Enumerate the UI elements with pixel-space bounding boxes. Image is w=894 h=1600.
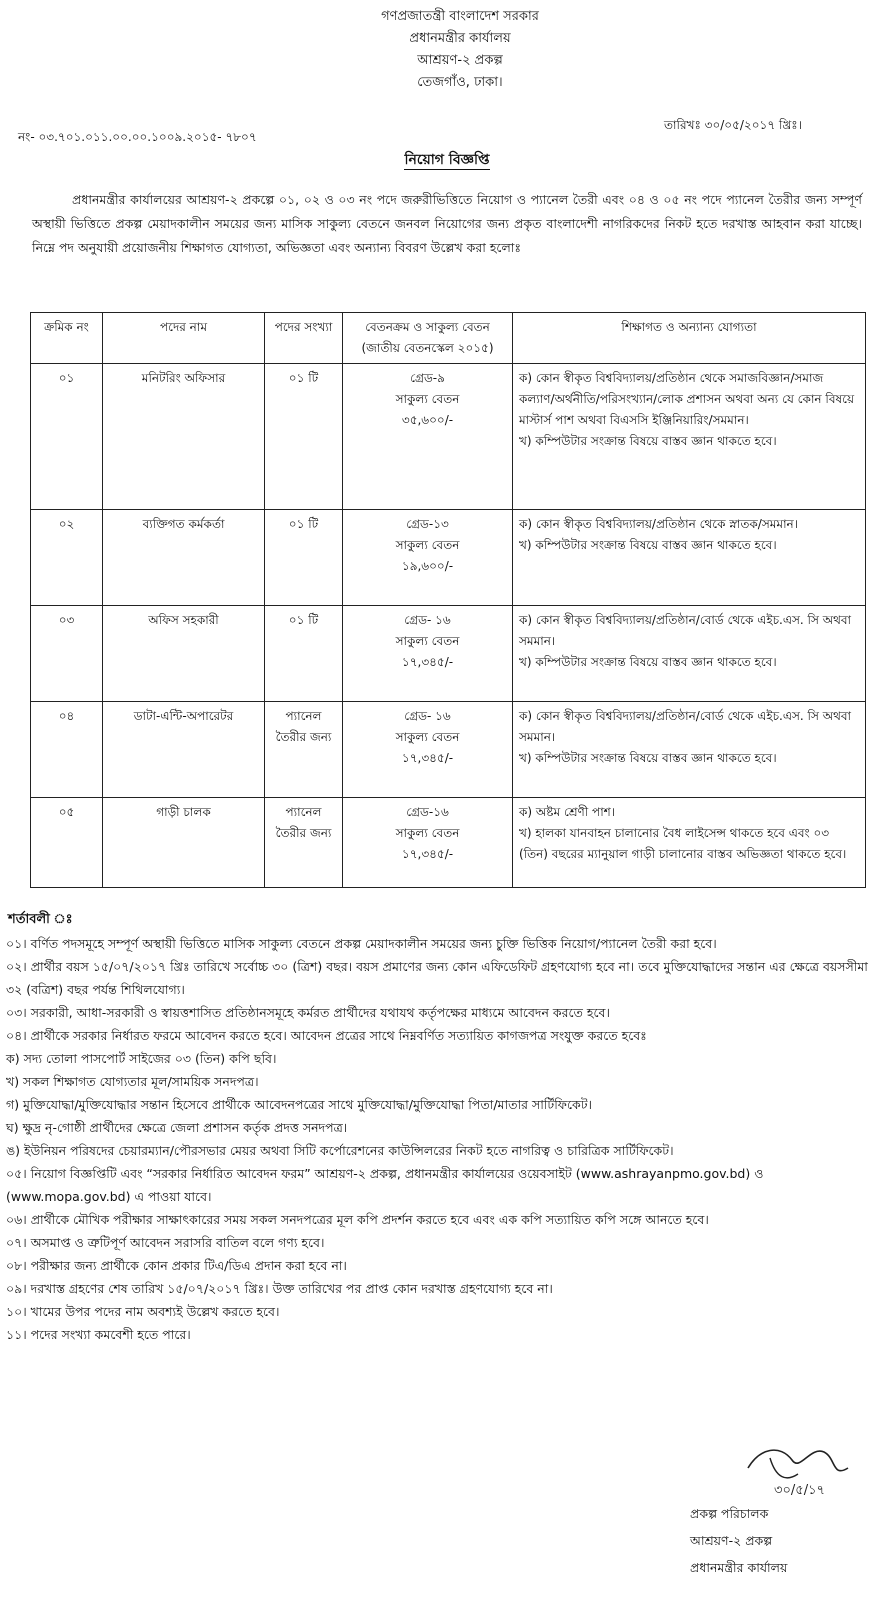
notice-title-wrap — [0, 150, 894, 172]
memo-number: নং- ০৩.৭০১.০১১.০০.০০.১০০৯.২০১৫- ৭৮০৭ — [18, 130, 257, 144]
pay-cell — [343, 364, 513, 510]
term-subitem: গ) মুক্তিযোদ্ধা/মুক্তিযোদ্ধার সন্তান হিসেবে প্রার্থীকে আবেদনপত্রের সাথে মুক্তিযোদ্ধা/মুক্তিযোদ্ধা পিতা/মাতার সার্টিফিকেট। — [6, 1097, 592, 1112]
term-item: ০১। বর্ণিত পদসমূহে সম্পূর্ণ অস্থায়ী ভিত্তিতে মাসিক সাকুল্য বেতনে প্রকল্প মেয়াদকালীন সময়ের জন্য চুক্তি ভিত্তিক নিয়োগ/প্যানেল তৈরী করা হবে। — [6, 936, 717, 951]
notice-title: নিয়োগ বিজ্ঞপ্তি — [404, 152, 490, 168]
project-name: আশ্রয়ণ-২ প্রকল্প — [417, 53, 503, 68]
term-item: ১১। পদের সংখ্যা কমবেশী হতে পারে। — [6, 1327, 191, 1342]
intro-text: প্রধানমন্ত্রীর কার্যালয়ের আশ্রয়ণ-২ প্রকল্পে ০১, ০২ ও ০৩ নং পদে জরুরীভিত্তিতে নিয়োগ ও প্যানেল তৈরী এবং ০৪ ও ০৫ নং পদে প্যানেল তৈরীর জন্য সম্পূর্ণ অস্থায়ী ভিত্তিতে প্রকল্প মেয়াদকালীন সময়ের জন্য মাসিক সাকুল্য বেতনে জনবল নিয়োগের জন্য প্রকৃত বাংলাদেশী নাগরিকদের নিকট হতে দরখাস্ত আহবান করা যাচ্ছে। নিম্নে পদ অনুযায়ী প্রয়োজনীয় শিক্ষাগত যোগ্যতা, অভিজ্ঞতা এবং অন্যান্য বিবরণ উল্লেখ করা হলোঃ — [32, 192, 862, 255]
signature-date: ৩০/৫/১৭ — [774, 1483, 825, 1498]
term-item: ০৪। প্রার্থীকে সরকার নির্ধারত ফরমে আবেদন করতে হবে। আবেদন প্রত্রের সাথে নিম্নবর্ণিত সত্যায়িত কাগজপত্র সংযুক্ত করতে হবেঃ — [6, 1028, 647, 1043]
terms-heading: শর্তাবলী ঃ — [8, 912, 73, 927]
term-item: ০৯। দরখাস্ত গ্রহণের শেষ তারিখ ১৫/০৭/২০১৭ খ্রিঃ। উক্ত তারিখের পর প্রাপ্ত কোন দরখাস্ত গ্রহণযোগ্য হবে না। — [6, 1281, 553, 1296]
grade: গ্রেড- ১৬ — [404, 709, 451, 723]
table-row — [31, 510, 866, 606]
office-name: প্রধানমন্ত্রীর কার্যালয় — [409, 31, 511, 46]
serial-cell: ০২ — [31, 510, 103, 606]
header-pay-scale: বেতনক্রম ও সাকুল্য বেতন (জাতীয় বেতনস্কেল ২০১৫) — [343, 313, 513, 364]
salary: ১৭,৩৪৫/- — [401, 751, 454, 765]
post-cell: ডাটা-এন্টি-অপারেটর — [103, 702, 265, 798]
count-cell: ০১ টি — [265, 510, 343, 606]
term-item: ০৮। পরীক্ষার জন্য প্রার্থীকে কোন প্রকার টিএ/ডিএ প্রদান করা হবে না। — [6, 1258, 347, 1273]
salary-label: সাকুল্য বেতন — [395, 392, 460, 406]
qualification-a: ক) অষ্টম শ্রেণী পাশ। — [519, 805, 616, 819]
pay-cell — [343, 798, 513, 888]
pay-cell — [343, 702, 513, 798]
post-cell: গাড়ী চালক — [103, 798, 265, 888]
qualification-b: খ) কম্পিউটার সংক্রান্ত বিষয়ে বাস্তব জ্ঞান থাকতে হবে। — [519, 538, 777, 552]
serial-cell: ০৩ — [31, 606, 103, 702]
qualification-b: খ) হালকা যানবাহন চালানোর বৈধ লাইসেন্স থাকতে হবে এবং ০৩ (তিন) বছরের ম্যানুয়াল গাড়ী চালানোর বাস্তব অভিজ্ঞতা থাকতে হবে। — [519, 826, 847, 861]
posts-table — [30, 312, 866, 888]
term-item: ০২। প্রার্থীর বয়স ১৫/০৭/২০১৭ খ্রিঃ তারিখে সর্বোচ্চ ৩০ (ত্রিশ) বছর। বয়স প্রমাণের জন্য কোন এফিডেফিট গ্রহণযোগ্য হবে না। তবে মুক্তিযোদ্ধাদের সন্তান এর ক্ষেত্রে বয়সসীমা ৩২ (বত্রিশ) বছর পর্যন্ত শিথিলযোগ্য। — [6, 959, 868, 997]
pay-cell — [343, 606, 513, 702]
salary: ১৯,৬০০/- — [401, 559, 454, 573]
qualification-cell — [513, 606, 866, 702]
qualification-b: খ) কম্পিউটার সংক্রান্ত বিষয়ে বাস্তব জ্ঞান থাকতে হবে। — [519, 751, 777, 765]
count-cell: ০১ টি — [265, 606, 343, 702]
qualification-cell — [513, 798, 866, 888]
grade: গ্রেড-১৩ — [406, 517, 449, 531]
post-cell: ব্যক্তিগত কর্মকর্তা — [103, 510, 265, 606]
salary-label: সাকুল্য বেতন — [395, 730, 460, 744]
signatory-title: প্রকল্প পরিচালক — [690, 1506, 769, 1521]
pay-cell — [343, 510, 513, 606]
serial-cell: ০৪ — [31, 702, 103, 798]
signature-scribble — [740, 1438, 860, 1500]
salary-label: সাকুল্য বেতন — [395, 634, 460, 648]
signatory-office: প্রধানমন্ত্রীর কার্যালয় — [690, 1560, 788, 1575]
signatory-block — [690, 1500, 787, 1581]
header-qualification: শিক্ষাগত ও অন্যান্য যোগ্যতা — [513, 313, 866, 364]
govt-name: গণপ্রজাতন্ত্রী বাংলাদেশ সরকার — [381, 9, 539, 24]
header-serial: ক্রমিক নং — [31, 313, 103, 364]
grade: গ্রেড- ১৬ — [404, 613, 451, 627]
term-item: ০৭। অসমাপ্ত ও ত্রুটিপূর্ণ আবেদন সরাসরি বাতিল বলে গণ্য হবে। — [6, 1235, 325, 1250]
qualification-a: ক) কোন স্বীকৃত বিশ্ববিদ্যালয়/প্রতিষ্ঠান/বোর্ড থেকে এইচ.এস. সি অথবা সমমান। — [519, 709, 852, 744]
table-row — [31, 364, 866, 510]
serial-cell: ০১ — [31, 364, 103, 510]
table-header-row — [31, 313, 866, 364]
term-item: ০৩। সরকারী, আধা-সরকারী ও স্বায়ত্তশাসিত প্রতিষ্ঠানসমূহে কর্মরত প্রার্থীদের যথাযথ কর্তৃপক্ষের মাধ্যমে আবেদন করতে হবে। — [6, 1005, 610, 1020]
term-item: ০৫। নিয়োগ বিজ্ঞপ্তিটি এবং “সরকার নির্ধারিত আবেদন ফরম” আশ্রয়ণ-২ প্রকল্প, প্রধানমন্ত্রীর কার্যালয়ের ওয়েবসাইট (www.ashrayanpmo.gov.bd) ও (www.mopa.gov.bd) এ পাওয়া যাবে। — [6, 1166, 764, 1204]
table-row — [31, 606, 866, 702]
letterhead — [250, 6, 670, 94]
qualification-cell — [513, 702, 866, 798]
table-row — [31, 702, 866, 798]
term-subitem: খ) সকল শিক্ষাগত যোগ্যতার মূল/সাময়িক সনদপত্র। — [6, 1074, 259, 1089]
post-cell: অফিস সহকারী — [103, 606, 265, 702]
term-item: ০৬। প্রার্থীকে মৌখিক পরীক্ষার সাক্ষাৎকারের সময় সকল সনদপত্রের মূল কপি প্রদর্শন করতে হবে এবং এক কপি সত্যায়িত কপি সঙ্গে আনতে হবে। — [6, 1212, 709, 1227]
header-post-name: পদের নাম — [103, 313, 265, 364]
qualification-cell — [513, 364, 866, 510]
qualification-b: খ) কম্পিউটার সংক্রান্ত বিষয়ে বাস্তব জ্ঞান থাকতে হবে। — [519, 434, 777, 448]
office-address: তেজগাঁও, ঢাকা। — [417, 75, 503, 90]
salary-label: সাকুল্য বেতন — [395, 826, 460, 840]
count-cell: প্যানেল তৈরীর জন্য — [265, 702, 343, 798]
salary: ৩৫,৬০০/- — [401, 413, 454, 427]
serial-cell: ০৫ — [31, 798, 103, 888]
grade: গ্রেড-১৬ — [406, 805, 449, 819]
table-row — [31, 798, 866, 888]
term-subitem: ক) সদ্য তোলা পাসপোর্ট সাইজের ০৩ (তিন) কপি ছবি। — [6, 1051, 277, 1066]
qualification-b: খ) কম্পিউটার সংক্রান্ত বিষয়ে বাস্তব জ্ঞান থাকতে হবে। — [519, 655, 777, 669]
qualification-a: ক) কোন স্বীকৃত বিশ্ববিদ্যালয়/প্রতিষ্ঠান থেকে সমাজবিজ্ঞান/সমাজ কল্যাণ/অর্থনীতি/পরিসংখ্যান/লোক প্রশাসন অথবা অন্য যে কোন বিষয়ে মাস্টার্স পাশ অথবা বিএসসি ইঞ্জিনিয়ারিং/সমমান। — [519, 371, 855, 427]
term-subitem: ঙ) ইউনিয়ন পরিষদের চেয়ারম্যান/পৌরসভার মেয়র অথবা সিটি কর্পোরেশনের কাউন্সিলরের নিকট হতে নাগরিত্ব ও চারিত্রিক সার্টিফিকেট। — [6, 1143, 674, 1158]
issue-date: তারিখঃ ৩০/০৫/২০১৭ খ্রিঃ। — [664, 118, 802, 132]
salary: ১৭,৩৪৫/- — [401, 847, 454, 861]
intro-paragraph — [32, 188, 862, 260]
post-cell: মনিটরিং অফিসার — [103, 364, 265, 510]
header-post-count: পদের সংখ্যা — [265, 313, 343, 364]
count-cell: ০১ টি — [265, 364, 343, 510]
signatory-project: আশ্রয়ণ-২ প্রকল্প — [690, 1533, 773, 1548]
grade: গ্রেড-৯ — [410, 371, 445, 385]
qualification-a: ক) কোন স্বীকৃত বিশ্ববিদ্যালয়/প্রতিষ্ঠান থেকে স্নাতক/সমমান। — [519, 517, 799, 531]
term-subitem: ঘ) ক্ষুদ্র নৃ-গোষ্ঠী প্রার্থীদের ক্ষেত্রে জেলা প্রশাসন কর্তৃক প্রদত্ত সনদপত্র। — [6, 1120, 348, 1135]
terms-list — [6, 932, 880, 1346]
qualification-a: ক) কোন স্বীকৃত বিশ্ববিদ্যালয়/প্রতিষ্ঠান/বোর্ড থেকে এইচ.এস. সি অথবা সমমান। — [519, 613, 852, 648]
term-item: ১০। খামের উপর পদের নাম অবশ্যই উল্লেখ করতে হবে। — [6, 1304, 280, 1319]
qualification-cell — [513, 510, 866, 606]
salary: ১৭,৩৪৫/- — [401, 655, 454, 669]
count-cell: প্যানেল তৈরীর জন্য — [265, 798, 343, 888]
salary-label: সাকুল্য বেতন — [395, 538, 460, 552]
